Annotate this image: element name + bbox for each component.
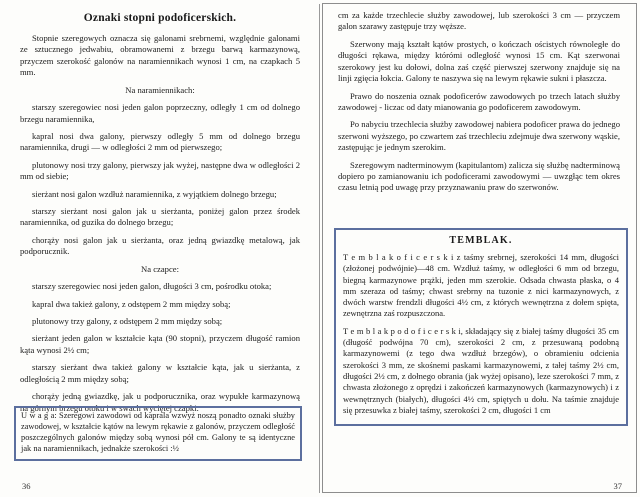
paragraph: chorąży jedną gwiazdkę, jak u podporucznika, oraz wypukłe karmazynową na górnym brzegu otoku i w swach wyciętej czapki. bbox=[20, 391, 300, 413]
temblak-paragraph: T e m b l a k o f i c e r s k i z taśmy srebrnej, szerokości 14 mm, długości (złożonej podwójnie)—48 cm. Wzdłuż taśmy, w odległości 6 mm od brzegu, biegną karmazynowe prążki, jeden mm szerokie. Odsada chwasta płaska, o 4 mm szeraza od taśmy; chwast srebrny na tuzonie z nici karmazynowych, z dwóch warstw frendzli długości 4½ cm, z których wewnętrzna z dołem spięta, zewnętrzna zaś rozpuszczona. bbox=[343, 252, 619, 319]
paragraph: sierżant nosi galon wzdłuż naramiennika, z wyjątkiem dolnego brzegu; bbox=[32, 188, 277, 199]
temblak-callout-box bbox=[334, 228, 628, 426]
paragraph: plutonowy trzy galony, z odstępem 2 mm między sobą; bbox=[32, 316, 223, 327]
paragraph: starszy sierżant nosi galon jak u sierżanta, poniżej galon przez środek naramiennika, od guzika do dolnego brzegu; bbox=[20, 206, 300, 228]
paragraph: Szerwony mają kształt kątów prostych, o kończach ościstych równoległe do długości rękawa, między którómi odległość wynosi 15 cm. Kąt szerwonai szerokowy jest ku dołowi, dolna zaś część pierwszej szerwony znajduje się na linji zgięcia łokcia. Galony te naszywa się na lewym rękawie sukni i płaszcza. bbox=[338, 38, 620, 84]
paragraph: Stopnie szeregowych oznacza się galonami srebrnemi, względnie galonami ze sztucznego jedwabiu, obramowanemi z brzegu barwą karmazynową, przyczem szerokość galonów na naramiennikach wynosi 1 cm, na czapkach 5 mm. bbox=[20, 33, 300, 78]
paragraph: cm za każde trzechlecie służby zawodowej, lub szerokości 3 cm — przyczem galon szarawy zastępuje trzy węższe. bbox=[338, 10, 620, 32]
column-divider bbox=[319, 4, 320, 493]
paragraph: Szeregowym nadterminowym (kapitulantom) zalicza się służbę nadterminową dopiero po zamianowaniu ich podoficerami zawodowymi — uwzgłąc tem okres czasu letnią pod uwagę przy przyznawaniu praw do szerwonów. bbox=[338, 159, 620, 193]
paragraph: starszy szeregowiec nosi jeden galon poprzeczny, odległy 1 cm od dolnego brzegu naramiennika, bbox=[20, 102, 300, 124]
paragraph: starszy sierżant dwa takież galony w kształcie kąta, jak u sierżanta, z odległością 2 mm między sobą; bbox=[20, 362, 300, 384]
page-number-left: 36 bbox=[22, 481, 31, 491]
paragraph: chorąży nosi galon jak u sierżanta, oraz jedną gwiazdkę metalową, jak podporucznik. bbox=[20, 234, 300, 257]
paragraph: kapral dwa takież galony, z odstępem 2 mm między sobą; bbox=[32, 298, 231, 309]
paragraph: kapral nosi dwa galony, pierwszy odległy 5 mm od dolnego brzegu naramiennika, drugi — w odległości 2 mm od pierwszego; bbox=[20, 130, 300, 153]
paragraph: sierżant jeden galon w kształcie kąta (90 stopni), przyczem długość ramion kąta wynosi 2½ cm; bbox=[20, 333, 300, 355]
note-callout-box bbox=[14, 406, 302, 461]
page-title: Oznaki stopni podoficerskich. bbox=[83, 12, 237, 24]
paragraph: starszy szeregowiec nosi jeden galon, długości 3 cm, pośrodku otoka; bbox=[32, 281, 272, 292]
note-text: U w a g a: Szeregowi zawodowi od kaprala wzwyż noszą ponadto oznaki służby zawodowej, w kształcie kątów na lewym rękawie z galonów, przyczem odległość poszczególnych galonów między sobą wynosi pół cm. Galony te są identyczne jak na naramiennikach, jednakże szerokości :½ bbox=[21, 411, 295, 453]
paragraph-subhead: Na czapce: bbox=[141, 263, 179, 274]
temblak-title: TEMBLAK. bbox=[449, 235, 513, 246]
temblak-paragraph: T e m b l a k p o d o f i c e r s k i, składający się z białej taśmy długości 35 cm (długość podwójna 70 cm), szerokości 2 cm, z przesuwaną podobną karmazynowemi (z tego dwa wzdłuż brzegów), o obramieniu odcienia szerokości 3 mm, ze skośnemi paskami karmazynowemi, z tałej taśmy 2½ cm, długości 2½ cm, z dołnego obrania (jak wyżej opisano), leze szerokości 7 mm, z chwasta złożonego z oprędzi i zakończeń karmazynowych (karmazynowych) i z wewnętrznych (białych), długości 4½ cm, spiętych u dołu. Na taśmie znajduje się przesuwka z białej taśmy, szerokości 2 cm, długości 1 cm bbox=[343, 325, 619, 415]
paragraph: plutonowy nosi trzy galony, pierwszy jak wyżej, następne dwa w odległości 2 mm od siebie; bbox=[20, 159, 300, 182]
paragraph: Prawo do noszenia oznak podoficerów zawodowych po trzech latach służby zawodowej - liczac od daty mianowania go podoficerem zawodowym. bbox=[338, 90, 620, 112]
page-number-right: 37 bbox=[613, 481, 622, 491]
paragraph: Po nabyciu trzechlecia służby zawodowej nabiera podoficer prawa do jednego szerwoni wyższego, po czwartem zaś trzechleciu zdejmuje dwa szerwony wąskie, zastępując je jednym szerokim. bbox=[338, 119, 620, 153]
paragraph-subhead: Na naramiennikach: bbox=[125, 84, 195, 95]
